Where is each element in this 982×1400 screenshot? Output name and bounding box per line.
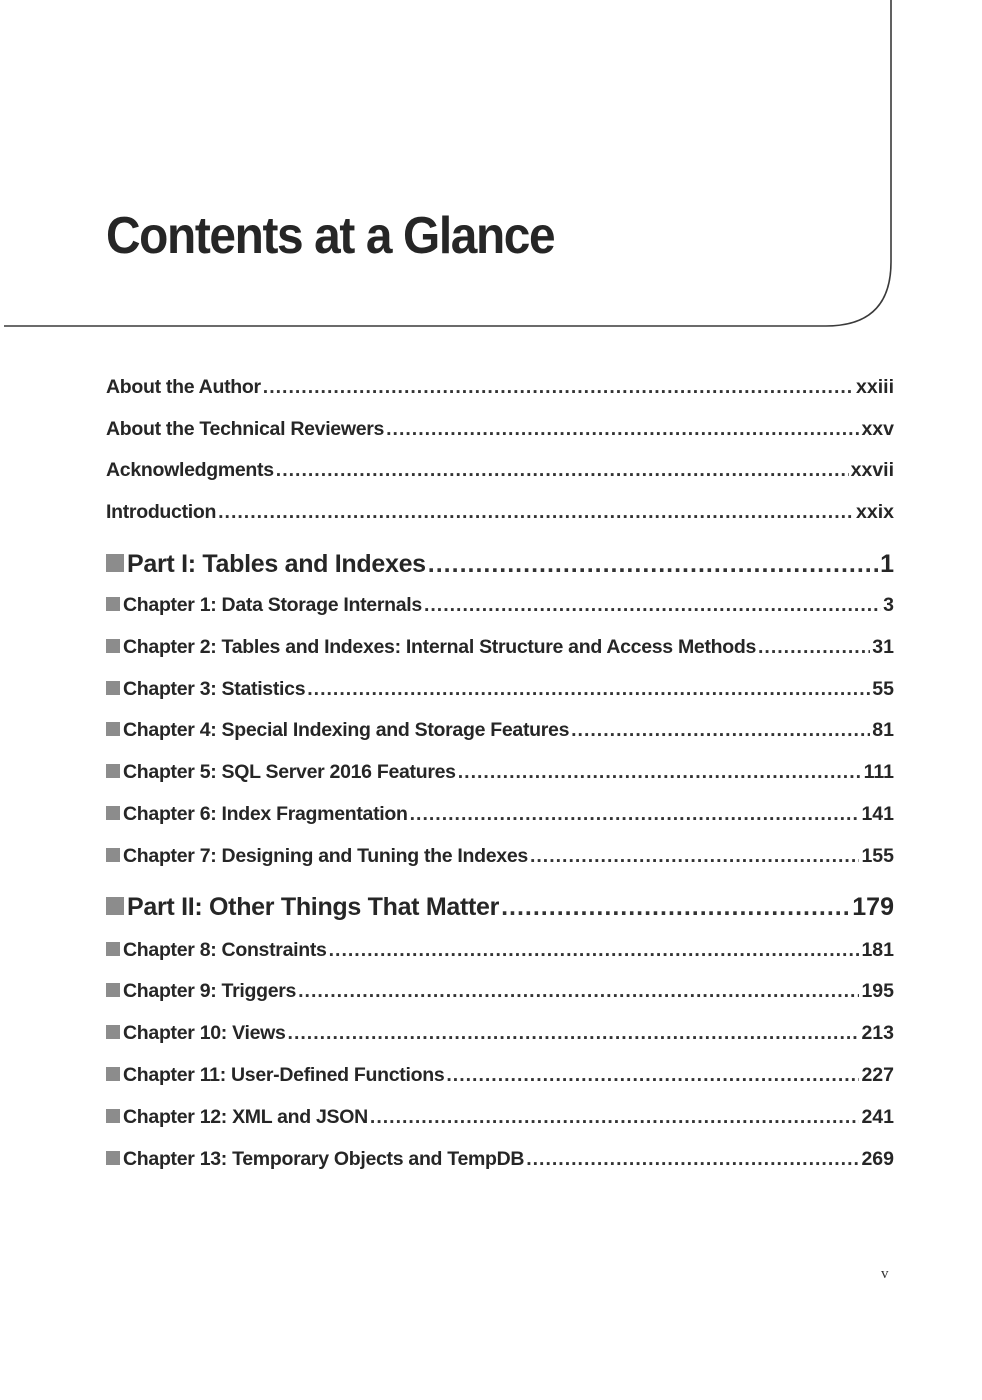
square-bullet-icon: [106, 639, 120, 653]
toc-page-number: 195: [861, 980, 894, 1003]
toc-page-number: 155: [861, 844, 894, 867]
toc-page-number: 1: [880, 550, 894, 578]
toc-page-number: xxiii: [856, 376, 894, 398]
toc-chapter-label: Chapter 2: Tables and Indexes: Internal Structure and Access Methods: [123, 635, 757, 658]
toc-chapter-label: Chapter 7: Designing and Tuning the Indexes: [123, 844, 528, 867]
dot-leader: [501, 893, 850, 922]
toc-chapter-label: Chapter 6: Index Fragmentation: [123, 802, 408, 825]
toc-chapter-1[interactable]: [106, 594, 894, 636]
dot-leader: [458, 761, 862, 784]
toc-page-number: 241: [861, 1105, 894, 1128]
square-bullet-icon: [106, 597, 120, 611]
square-bullet-icon: [106, 897, 124, 915]
toc-entry-label: Introduction: [106, 500, 217, 523]
toc-page-number: 111: [863, 761, 894, 784]
toc-page-number: 269: [861, 1147, 894, 1170]
dot-leader: [530, 845, 860, 868]
toc-page-number: xxix: [856, 500, 894, 523]
toc-entry-label: Acknowledgments: [106, 459, 274, 481]
toc-page-number: xxvii: [850, 459, 894, 481]
dot-leader: [329, 939, 860, 962]
toc-chapter-6[interactable]: [106, 803, 894, 845]
page-title: Contents at a Glance: [106, 207, 555, 265]
dot-leader: [526, 1148, 859, 1171]
toc-part-label: Part I: Tables and Indexes: [127, 550, 426, 578]
toc-page-number: xxv: [861, 417, 894, 440]
toc-chapter-12[interactable]: [106, 1106, 894, 1148]
toc-chapter-9[interactable]: [106, 980, 894, 1022]
toc-entry-technical-reviewers[interactable]: [106, 418, 894, 460]
toc-page-number: 81: [872, 719, 894, 742]
toc-chapter-8[interactable]: [106, 939, 894, 981]
dot-leader: [298, 980, 859, 1003]
toc-chapter-label: Chapter 4: Special Indexing and Storage Features: [123, 719, 570, 742]
toc-chapter-7[interactable]: [106, 845, 894, 887]
square-bullet-icon: [106, 806, 120, 820]
dot-leader: [288, 1022, 860, 1045]
dot-leader: [307, 678, 870, 701]
toc-chapter-label: Chapter 10: Views: [123, 1022, 286, 1045]
toc-entry-acknowledgments[interactable]: [106, 459, 894, 501]
toc-chapter-2[interactable]: [106, 636, 894, 678]
toc-page-number: 3: [883, 594, 894, 616]
dot-leader: [446, 1064, 859, 1087]
header-frame-border: [4, 0, 891, 326]
toc-page-number: 213: [861, 1022, 894, 1045]
toc-chapter-label: Chapter 3: Statistics: [123, 677, 306, 700]
header-frame: [0, 0, 982, 340]
toc-chapter-10[interactable]: [106, 1022, 894, 1064]
toc-entry-label: About the Technical Reviewers: [106, 417, 385, 440]
toc-page-number: 55: [872, 677, 894, 700]
table-of-contents: [106, 376, 894, 1189]
toc-chapter-4[interactable]: [106, 719, 894, 761]
dot-leader: [410, 803, 860, 826]
square-bullet-icon: [106, 1025, 120, 1039]
dot-leader: [424, 594, 881, 617]
square-bullet-icon: [106, 942, 120, 956]
toc-chapter-13[interactable]: [106, 1148, 894, 1190]
dot-leader: [758, 636, 870, 659]
toc-entry-about-author[interactable]: [106, 376, 894, 418]
toc-page-number: 227: [861, 1063, 894, 1086]
page-number-folio: v: [881, 1266, 889, 1282]
toc-chapter-label: Chapter 5: SQL Server 2016 Features: [123, 761, 456, 784]
toc-entry-introduction[interactable]: [106, 501, 894, 543]
square-bullet-icon: [106, 764, 120, 778]
toc-part-1[interactable]: [106, 542, 894, 594]
dot-leader: [571, 719, 870, 742]
toc-chapter-label: Chapter 12: XML and JSON: [123, 1105, 368, 1128]
toc-part-2[interactable]: [106, 887, 894, 939]
toc-page-number: 31: [872, 635, 894, 658]
dot-leader: [218, 501, 854, 524]
toc-part-label: Part II: Other Things That Matter: [127, 892, 500, 921]
toc-page-number: 141: [861, 802, 894, 825]
toc-chapter-label: Chapter 8: Constraints: [123, 938, 327, 961]
dot-leader: [370, 1106, 860, 1129]
dot-leader: [428, 550, 878, 579]
toc-chapter-3[interactable]: [106, 678, 894, 720]
dot-leader: [276, 459, 849, 482]
toc-chapter-label: Chapter 9: Triggers: [123, 980, 297, 1003]
square-bullet-icon: [106, 983, 120, 997]
toc-chapter-label: Chapter 13: Temporary Objects and TempDB: [123, 1147, 525, 1170]
dot-leader: [263, 376, 854, 399]
square-bullet-icon: [106, 554, 124, 572]
toc-page-number: 181: [861, 938, 894, 961]
toc-chapter-label: Chapter 11: User-Defined Functions: [123, 1063, 445, 1086]
toc-chapter-5[interactable]: [106, 761, 894, 803]
toc-page-number: 179: [852, 892, 894, 921]
toc-entry-label: About the Author: [106, 376, 261, 398]
square-bullet-icon: [106, 848, 120, 862]
square-bullet-icon: [106, 1067, 120, 1081]
square-bullet-icon: [106, 1109, 120, 1123]
toc-chapter-11[interactable]: [106, 1064, 894, 1106]
dot-leader: [386, 418, 859, 441]
square-bullet-icon: [106, 1151, 120, 1165]
toc-chapter-label: Chapter 1: Data Storage Internals: [123, 594, 422, 616]
square-bullet-icon: [106, 722, 120, 736]
square-bullet-icon: [106, 681, 120, 695]
